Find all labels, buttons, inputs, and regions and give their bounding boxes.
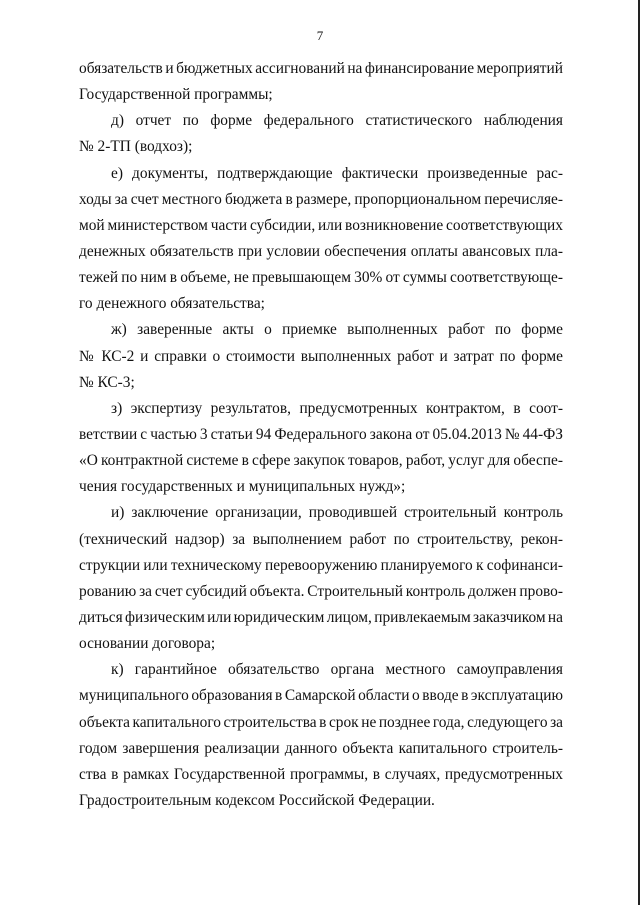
text-line: ства в рамках Государственной программы, в случаях, предусмотренных [79,765,563,783]
text-line: ветствии с частью 3 статьи 94 Федерального закона от 05.04.2013 № 44-ФЗ [79,425,563,443]
text-line: з) экспертизу результатов, предусмотренных контрактом, в соот- [111,399,563,417]
text-line: рованию за счет субсидий объекта. Строительный контроль должен прово- [79,582,563,600]
text-line: денежных обязательств при условии обеспечения оплаты авансовых пла- [79,242,563,260]
text-line: муниципального образования в Самарской области о вводе в эксплуатацию [79,687,563,705]
text-line: мой министерством части субсидии, или возникновение соответствующих [79,216,563,234]
text-line: ходы за счет местного бюджета в размере, пропорциональном перечисляе- [79,190,563,208]
text-line: № КС-2 и справки о стоимости выполненных работ и затрат по форме [79,347,563,365]
text-line: № КС-3; [79,373,135,391]
text-line: «О контрактной системе в сфере закупок товаров, работ, услуг для обеспе- [79,452,563,470]
text-line: диться физическим или юридическим лицом, привлекаемым заказчиком на [79,608,563,626]
text-line: основании договора; [79,635,216,653]
text-line: Градостроительным кодексом Российской Федерации. [79,791,435,809]
text-line: е) документы, подтверждающие фактически произведенные рас- [111,164,563,182]
text-line: струкции или техническому перевооружению планируемого к софинанси- [79,556,563,574]
text-line: чения государственных и муниципальных нужд»; [79,478,406,496]
text-line: тежей по ним в объеме, не превышающем 30% от суммы соответствующе- [79,269,563,287]
text-line: к) гарантийное обязательство органа местного самоуправления [111,661,563,679]
text-line: годом завершения реализации данного объекта капитального строитель- [79,739,563,757]
text-line: ж) заверенные акты о приемке выполненных работ по форме [111,321,563,339]
text-line: (технический надзор) за выполнением работ по строительству, рекон- [79,530,563,548]
text-line: Государственной программы; [79,86,273,104]
text-line: и) заключение организации, проводившей строительный контроль [111,504,563,522]
text-line: объекта капитального строительства в срок не позднее года, следующего за [79,713,563,731]
text-line: д) отчет по форме федерального статистического наблюдения [111,112,563,130]
body-text [79,56,563,814]
text-line: обязательств и бюджетных ассигнований на финансирование мероприятий [79,60,563,77]
page-number: 7 [316,28,324,43]
text-line: № 2-ТП (водхоз); [79,138,193,156]
text-line: го денежного обязательства; [79,295,265,313]
